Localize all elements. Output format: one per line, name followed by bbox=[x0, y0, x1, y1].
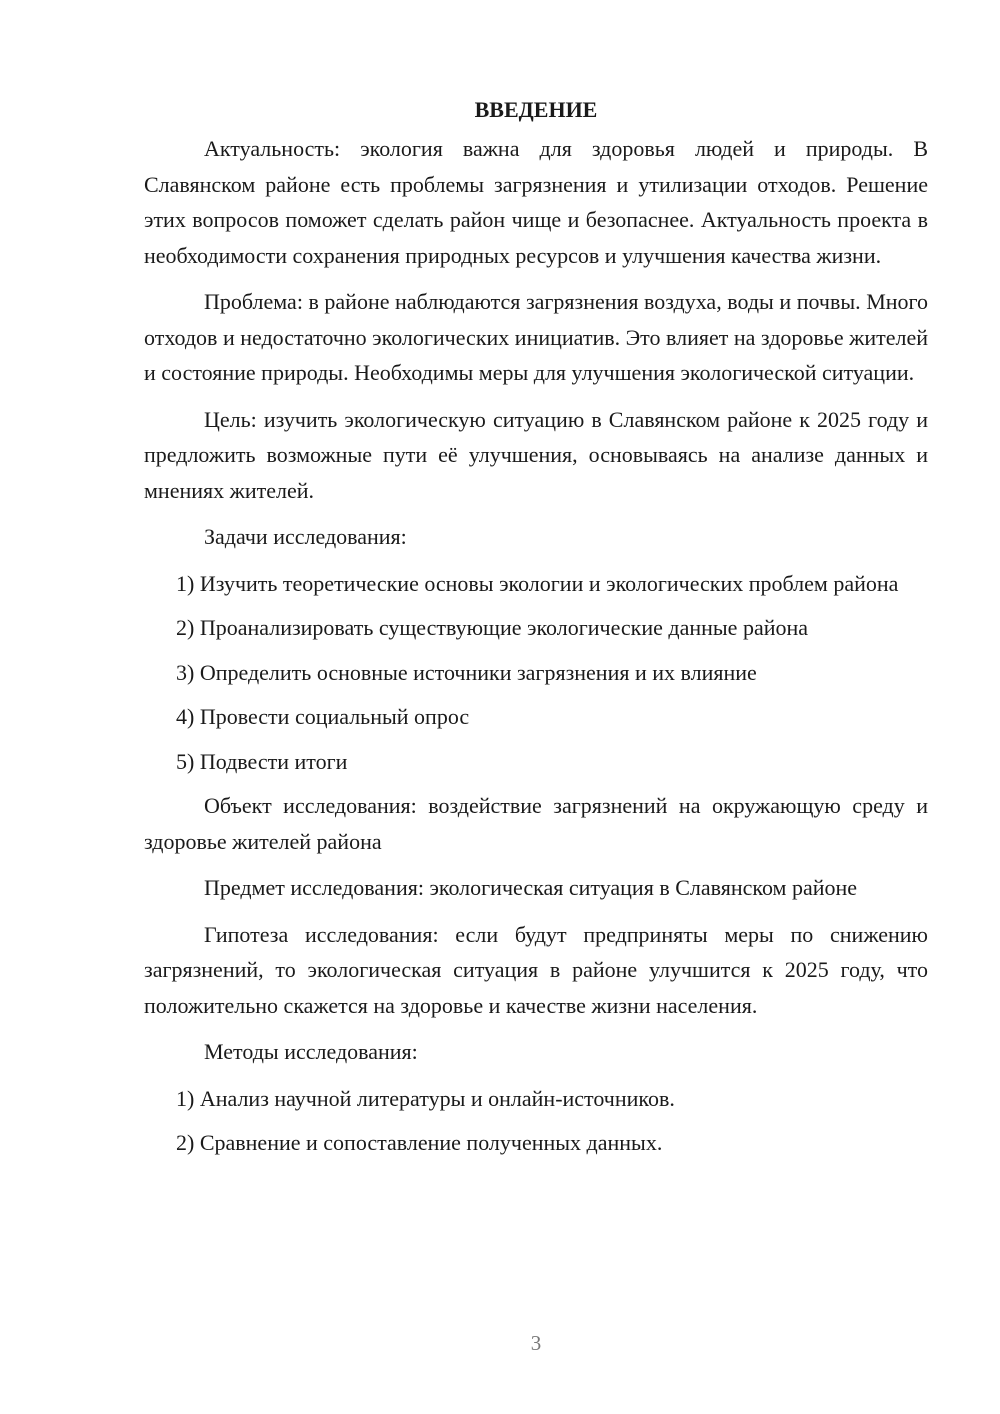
task-item-2: 2) Проанализировать существующие экологические данные района bbox=[176, 615, 809, 640]
task-item-1: 1) Изучить теоретические основы экологии и экологических проблем района bbox=[176, 570, 899, 596]
document-page bbox=[144, 92, 928, 1170]
page-title: ВВЕДЕНИЕ bbox=[474, 97, 598, 122]
page-number: 3 bbox=[530, 1331, 542, 1355]
method-item-1: 1) Анализ научной литературы и онлайн-источников. bbox=[176, 1085, 675, 1111]
relevance-paragraph: Актуальность: экология важна для здоровья людей и природы. В Славянском районе есть проблемы загрязнения и утилизации отходов. Решение этих вопросов поможет сделать район чище и безопаснее. Актуальность проекта в необходимости сохранения природных ресурсов и улучшения качества жизни. bbox=[144, 136, 928, 268]
goal-paragraph: Цель: изучить экологическую ситуацию в Славянском районе к 2025 году и предложить возможные пути её улучшения, основываясь на анализе данных и мнениях жителей. bbox=[144, 406, 928, 503]
methods-heading: Методы исследования: bbox=[204, 1039, 418, 1064]
subject-paragraph: Предмет исследования: экологическая ситуация в Славянском районе bbox=[204, 875, 858, 900]
tasks-heading: Задачи исследования: bbox=[204, 524, 407, 549]
problem-paragraph: Проблема: в районе наблюдаются загрязнения воздуха, воды и почвы. Много отходов и недостаточно экологических инициатив. Это влияет на здоровье жителей и состояние природы. Необходимы меры для улучшения экологической ситуации. bbox=[144, 289, 928, 385]
method-item-2: 2) Сравнение и сопоставление полученных данных. bbox=[176, 1130, 663, 1155]
task-item-4: 4) Провести социальный опрос bbox=[176, 704, 470, 729]
object-paragraph: Объект исследования: воздействие загрязнений на окружающую среду и здоровье жителей района bbox=[144, 793, 928, 854]
task-item-5: 5) Подвести итоги bbox=[176, 748, 348, 774]
task-item-3: 3) Определить основные источники загрязнения и их влияние bbox=[176, 659, 757, 685]
hypothesis-paragraph: Гипотеза исследования: если будут предприняты меры по снижению загрязнений, то экологическая ситуация в районе улучшится к 2025 году, что положительно скажется на здоровье и качестве жизни населения. bbox=[144, 921, 928, 1018]
